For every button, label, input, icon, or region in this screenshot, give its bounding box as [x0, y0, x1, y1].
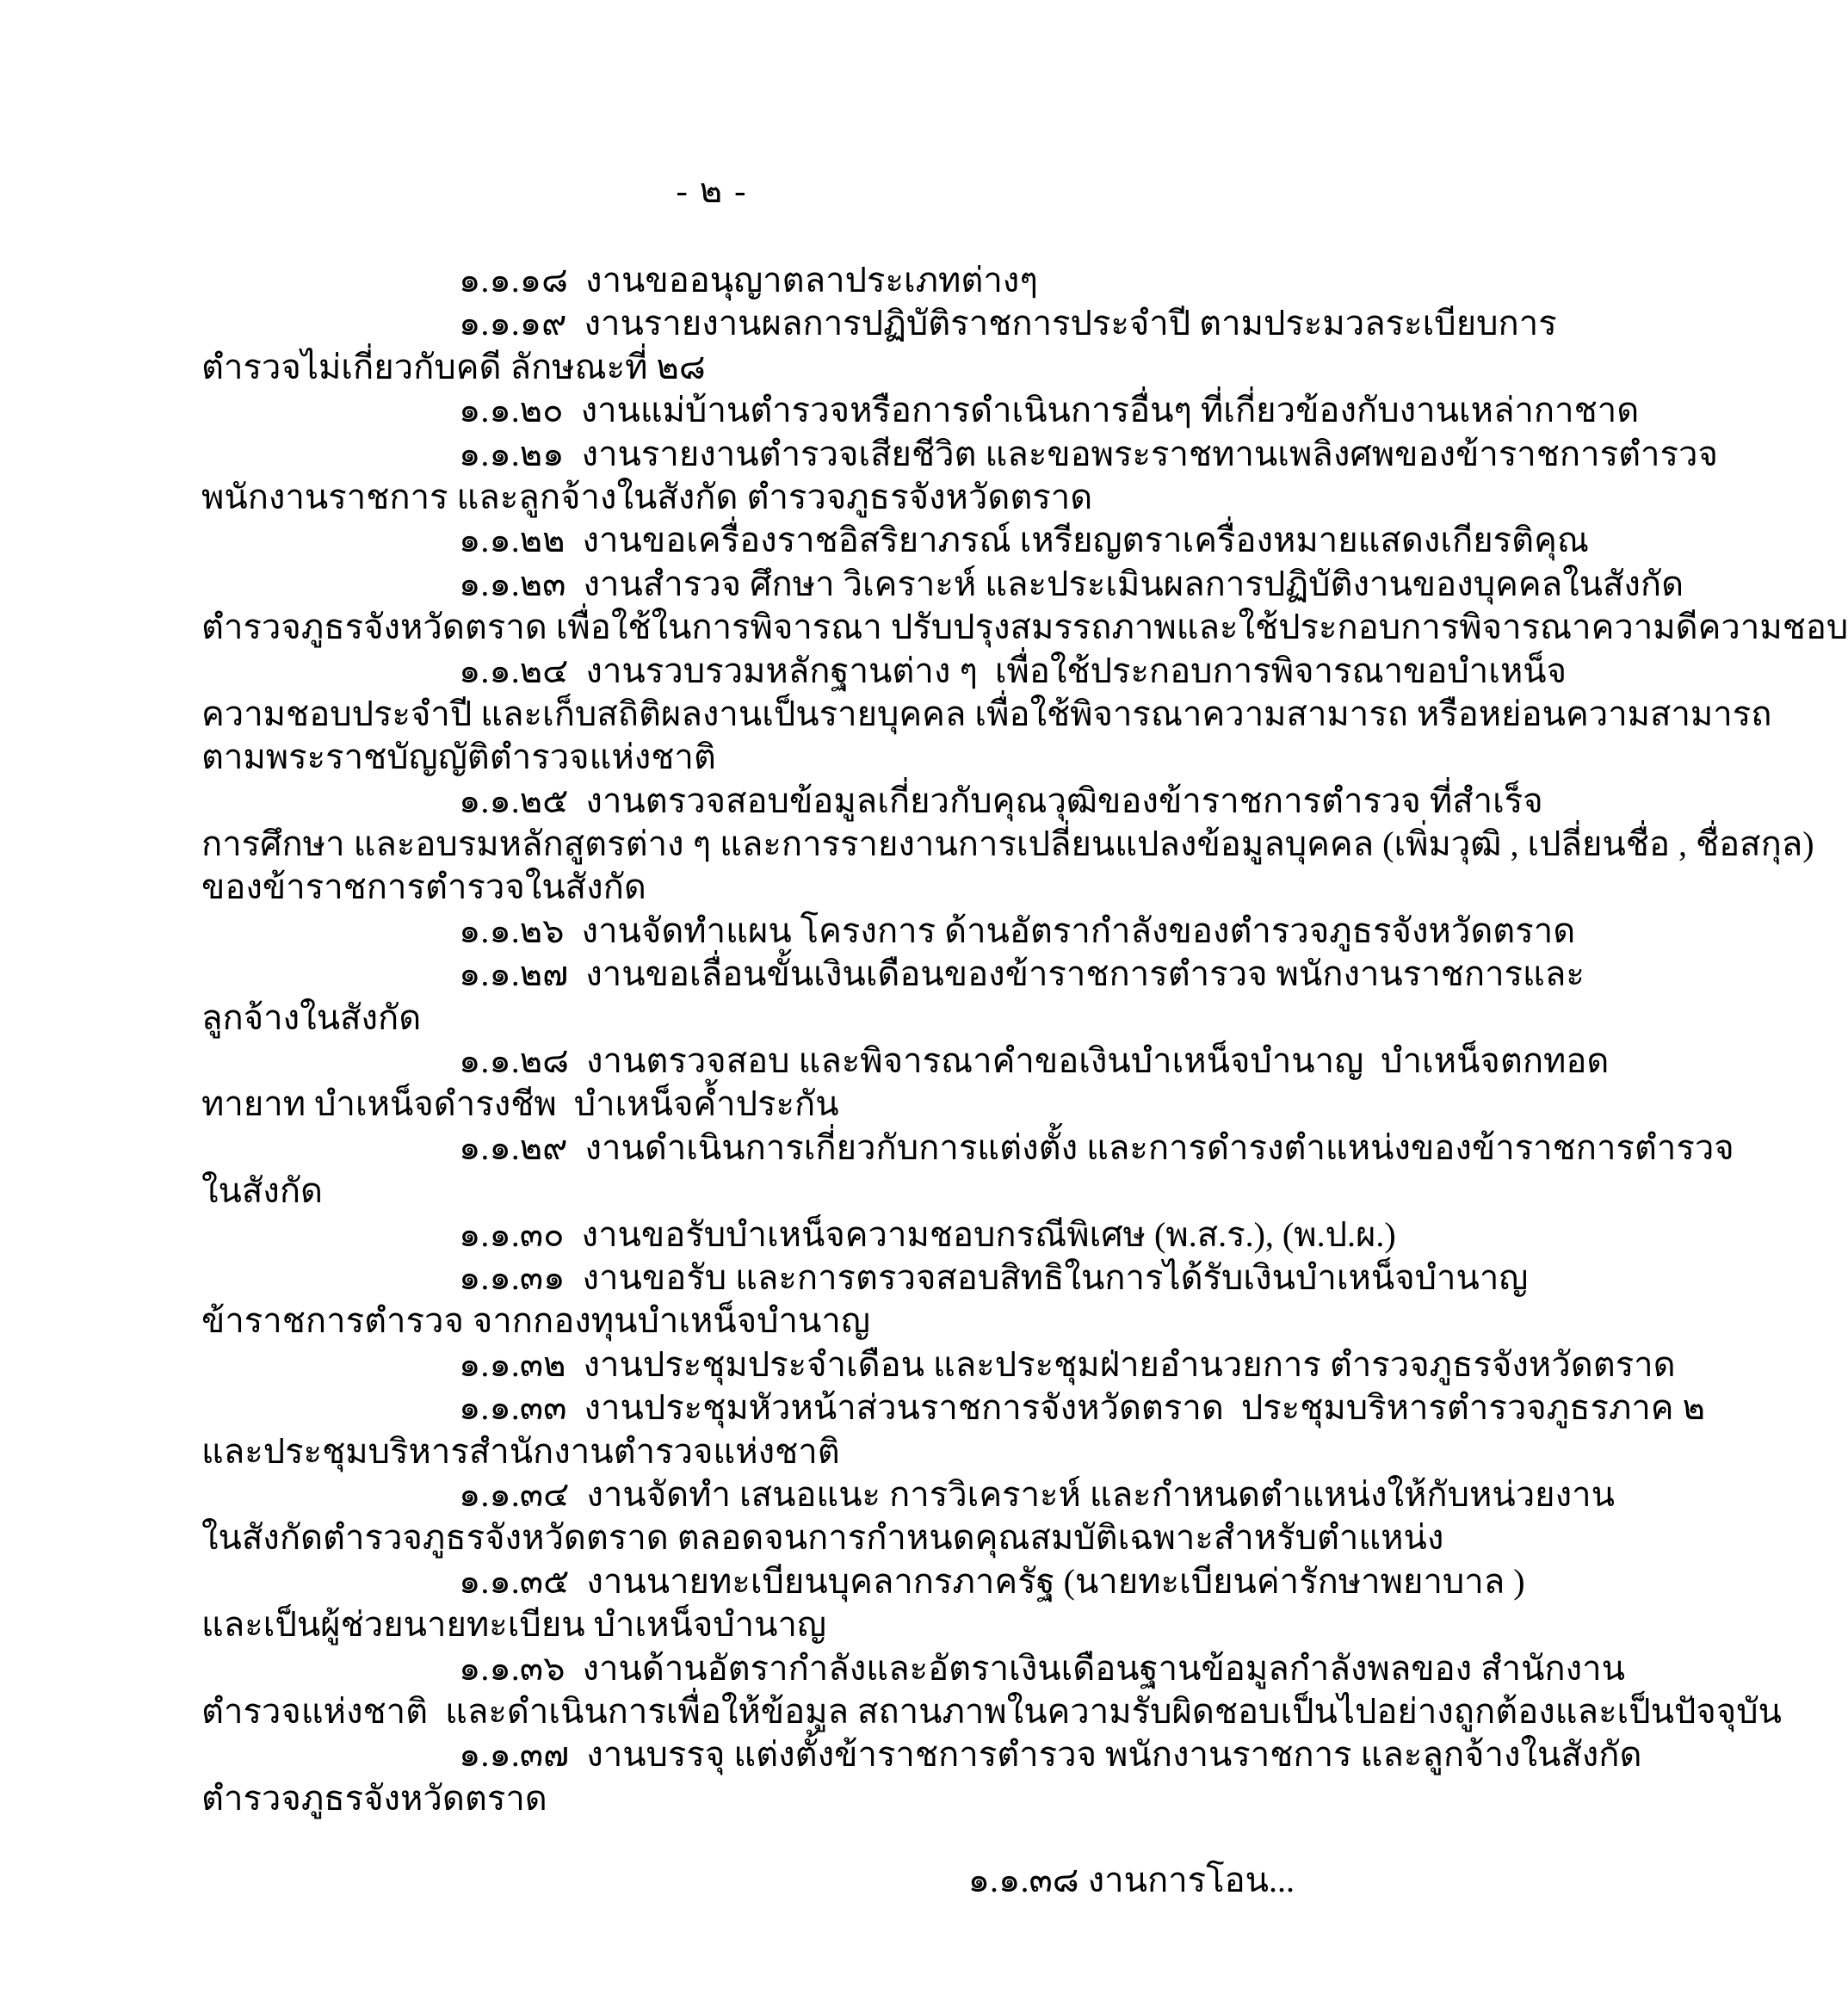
document-line: ๑.๑.๒๙ งานดำเนินการเกี่ยวกับการแต่งตั้ง และการดำรงตำแหน่งของข้าราชการตำรวจ	[459, 1127, 1734, 1167]
document-line: ๑.๑.๓๖ งานด้านอัตรากำลังและอัตราเงินเดือนฐานข้อมูลกำลังพลของ สำนักงาน	[459, 1648, 1625, 1688]
document-line: และเป็นผู้ช่วยนายทะเบียน บำเหน็จบำนาญ	[201, 1605, 827, 1645]
document-line: ๑.๑.๓๓ งานประชุมหัวหน้าส่วนราชการจังหวัดตราด ประชุมบริหารตำรวจภูธรภาค ๒	[459, 1388, 1705, 1428]
document-line: ๑.๑.๒๘ งานตรวจสอบ และพิจารณาคำขอเงินบำเหน็จบำนาญ บำเหน็จตกทอด	[459, 1041, 1610, 1081]
document-body	[201, 259, 1848, 1820]
document-line: ๑.๑.๒๒ งานขอเครื่องราชอิสริยาภรณ์ เหรียญตราเครื่องหมายแสดงเกียรติคุณ	[459, 521, 1589, 560]
document-line: ของข้าราชการตำรวจในสังกัด	[201, 868, 646, 907]
document-line: ในสังกัดตำรวจภูธรจังหวัดตราด ตลอดจนการกำหนดคุณสมบัติเฉพาะสำหรับตำแหน่ง	[201, 1518, 1444, 1558]
document-line: ๑.๑.๒๔ งานรวบรวมหลักฐานต่าง ๆ เพื่อใช้ประกอบการพิจารณาขอบำเหน็จ	[459, 651, 1567, 690]
document-line: ๑.๑.๒๕ งานตรวจสอบข้อมูลเกี่ยวกับคุณวุฒิของข้าราชการตำรวจ ที่สำเร็จ	[459, 781, 1543, 820]
document-line: ตำรวจไม่เกี่ยวกับคดี ลักษณะที่ ๒๘	[201, 347, 706, 386]
document-line: ๑.๑.๑๘ งานขออนุญาตลาประเภทต่างๆ	[459, 261, 1038, 299]
document-line: ๑.๑.๓๑ งานขอรับ และการตรวจสอบสิทธิในการได้รับเงินบำเหน็จบำนาญ	[459, 1257, 1529, 1297]
document-line: ตำรวจแห่งชาติ และดำเนินการเพื่อให้ข้อมูล สถานภาพในความรับผิดชอบเป็นไปอย่างถูกต้องและเป็นปัจจุบัน	[201, 1691, 1782, 1731]
document-line: ทายาท บำเหน็จดำรงชีพ บำเหน็จค้ำประกัน	[201, 1084, 839, 1124]
document-line: และประชุมบริหารสำนักงานตำรวจแห่งชาติ	[201, 1431, 840, 1471]
next-page-catchword: ๑.๑.๓๘ งานการโอน...	[967, 1861, 1295, 1899]
document-line: ๑.๑.๒๖ งานจัดทำแผน โครงการ ด้านอัตรากำลังของตำรวจภูธรจังหวัดตราด	[459, 911, 1576, 950]
document-line: ข้าราชการตำรวจ จากกองทุนบำเหน็จบำนาญ	[201, 1301, 870, 1341]
document-line: ๑.๑.๓๔ งานจัดทำ เสนอแนะ การวิเคราะห์ และกำหนดตำแหน่งให้กับหน่วยงาน	[459, 1474, 1615, 1514]
document-line: ตามพระราชบัญญัติตำรวจแห่งชาติ	[201, 738, 716, 777]
document-line: ลูกจ้างในสังกัด	[201, 997, 422, 1037]
document-line: ในสังกัด	[201, 1171, 324, 1211]
document-line: ๑.๑.๒๗ งานขอเลื่อนขั้นเงินเดือนของข้าราชการตำรวจ พนักงานราชการและ	[459, 954, 1585, 994]
document-line: ๑.๑.๒๐ งานแม่บ้านตำรวจหรือการดำเนินการอื่นๆ ที่เกี่ยวข้องกับงานเหล่ากาชาด	[459, 391, 1640, 430]
document-line: ๑.๑.๓๕ งานนายทะเบียนบุคลากรภาครัฐ (นายทะเบียนค่ารักษาพยาบาล )	[459, 1561, 1525, 1601]
document-line: ๑.๑.๒๓ งานสำรวจ ศึกษา วิเคราะห์ และประเมินผลการปฏิบัติงานของบุคคลในสังกัด	[459, 564, 1684, 603]
page-number: - ๒ -	[676, 171, 748, 210]
document-line: ๑.๑.๒๑ งานรายงานตำรวจเสียชีวิต และขอพระราชทานเพลิงศพของข้าราชการตำรวจ	[459, 434, 1718, 473]
document-line: ๑.๑.๑๙ งานรายงานผลการปฏิบัติราชการประจำปี ตามประมวลระเบียบการ	[459, 304, 1557, 343]
document-line: ตำรวจภูธรจังหวัดตราด	[201, 1778, 547, 1818]
document-line: ๑.๑.๓๒ งานประชุมประจำเดือน และประชุมฝ่ายอำนวยการ ตำรวจภูธรจังหวัดตราด	[459, 1344, 1676, 1384]
document-line: ๑.๑.๓๗ งานบรรจุ แต่งตั้งข้าราชการตำรวจ พนักงานราชการ และลูกจ้างในสังกัด	[459, 1735, 1642, 1775]
document-line: ๑.๑.๓๐ งานขอรับบำเหน็จความชอบกรณีพิเศษ (พ.ส.ร.), (พ.ป.ผ.)	[459, 1214, 1396, 1254]
document-line: การศึกษา และอบรมหลักสูตรต่าง ๆ และการรายงานการเปลี่ยนแปลงข้อมูลบุคคล (เพิ่มวุฒิ , เปลี่ยนชื่อ , ชื่อสกุล)	[201, 824, 1814, 864]
document-line: ความชอบประจำปี และเก็บสถิติผลงานเป็นรายบุคคล เพื่อใช้พิจารณาความสามารถ หรือหย่อนความสามารถ	[201, 694, 1772, 733]
document-line: พนักงานราชการ และลูกจ้างในสังกัด ตำรวจภูธรจังหวัดตราด	[201, 477, 1093, 516]
document-line: ตำรวจภูธรจังหวัดตราด เพื่อใช้ในการพิจารณา ปรับปรุงสมรรถภาพและใช้ประกอบการพิจารณาความดีความชอบ	[201, 608, 1848, 647]
